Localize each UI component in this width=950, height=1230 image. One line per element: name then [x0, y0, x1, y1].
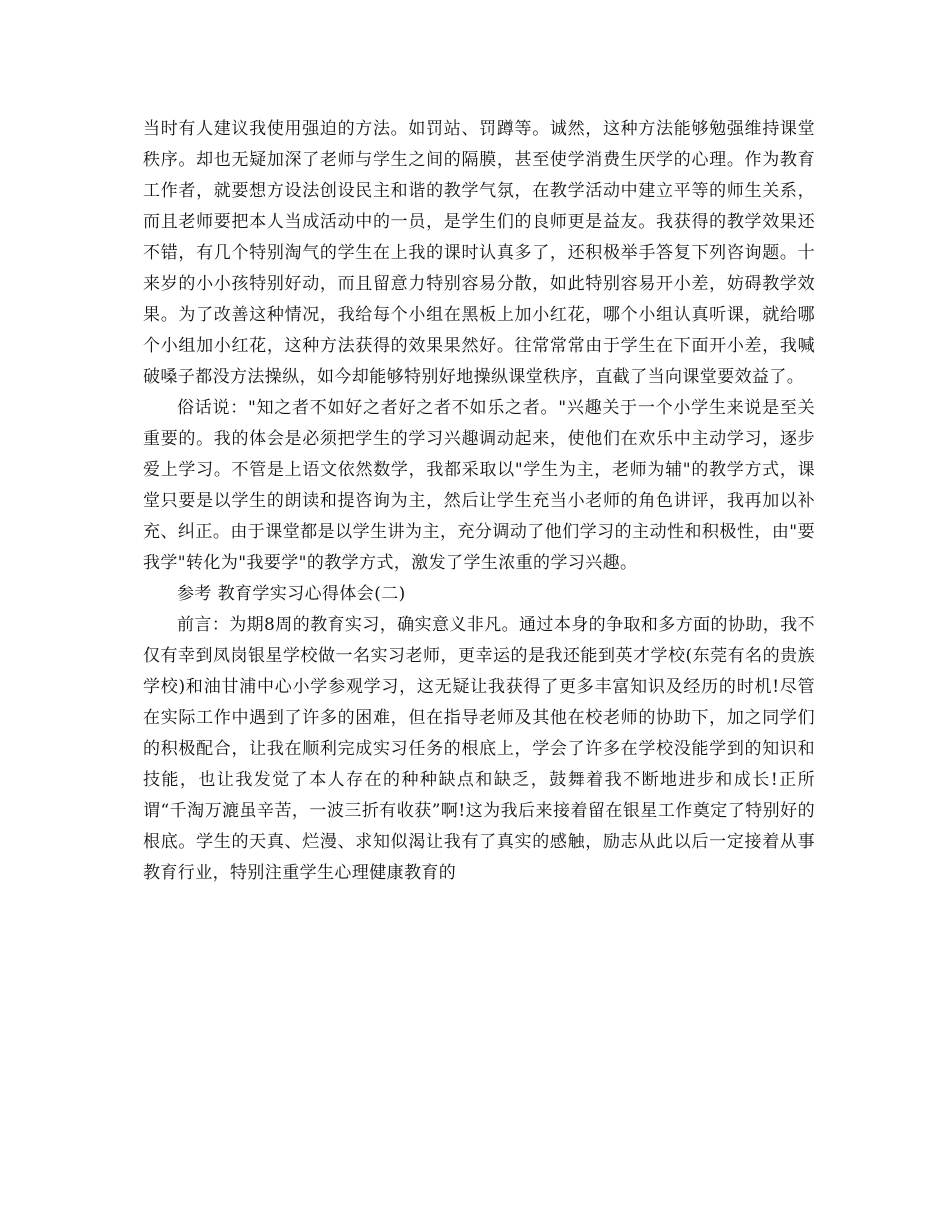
document-body	[143, 114, 815, 889]
paragraph-3: 前言：为期8周的教育实习，确实意义非凡。通过本身的争取和多方面的协助，我不仅有幸到凤岗银星学校做一名实习老师，更幸运的是我还能到英才学校(东莞有名的贵族学校)和油甘浦中心小学参观学习，这无疑让我获得了更多丰富知识及经历的时机!尽管在实际工作中遇到了许多的困难，但在指导老师及其他在校老师的协助下，加之同学们的积极配合，让我在顺利完成实习任务的根底上，学会了许多在学校没能学到的知识和技能，也让我发觉了本人存在的种种缺点和缺乏，鼓舞着我不断地进步和成长!正所谓“千淘万漉虽辛苦，一波三折有收获”啊!这为我后来接着留在银星工作奠定了特别好的根底。学生的天真、烂漫、求知似渴让我有了真实的感触，励志从此以后一定接着从事教育行业，特别注重学生心理健康教育的	[143, 615, 815, 883]
paragraph-2: 俗话说："知之者不如好之者好之者不如乐之者。"兴趣关于一个小学生来说是至关重要的。我的体会是必须把学生的学习兴趣调动起来，使他们在欢乐中主动学习，逐步爱上学习。不管是上语文依然数学，我都采取以"学生为主，老师为辅"的教学方式，课堂只要是以学生的朗读和提咨询为主，然后让学生充当小老师的角色讲评，我再加以补充、纠正。由于课堂都是以学生讲为主，充分调动了他们学习的主动性和积极性，由"要我学"转化为"我要学"的教学方式，激发了学生浓重的学习兴趣。	[143, 398, 815, 573]
paragraph-1: 当时有人建议我使用强迫的方法。如罚站、罚蹲等。诚然，这种方法能够勉强维持课堂秩序。却也无疑加深了老师与学生之间的隔膜，甚至使学消费生厌学的心理。作为教育工作者，就要想方设法创设民主和谐的教学气氛，在教学活动中建立平等的师生关系，而且老师要把本人当成活动中的一员，是学生们的良师更是益友。我获得的教学效果还不错，有几个特别淘气的学生在上我的课时认真多了，还积极举手答复下列咨询题。十来岁的小小孩特别好动，而且留意力特别容易分散，如此特别容易开小差，妨碍教学效果。为了改善这种情况，我给每个小组在黑板上加小红花，哪个小组认真听课，就给哪个小组加小红花，这种方法获得的效果果然好。往常常常由于学生在下面开小差，我喊破嗓子都没方法操纵，如今却能够特别好地操纵课堂秩序，直截了当向课堂要效益了。	[143, 119, 815, 387]
section-heading: 参考 教育学实习心得体会(二)	[177, 584, 406, 604]
